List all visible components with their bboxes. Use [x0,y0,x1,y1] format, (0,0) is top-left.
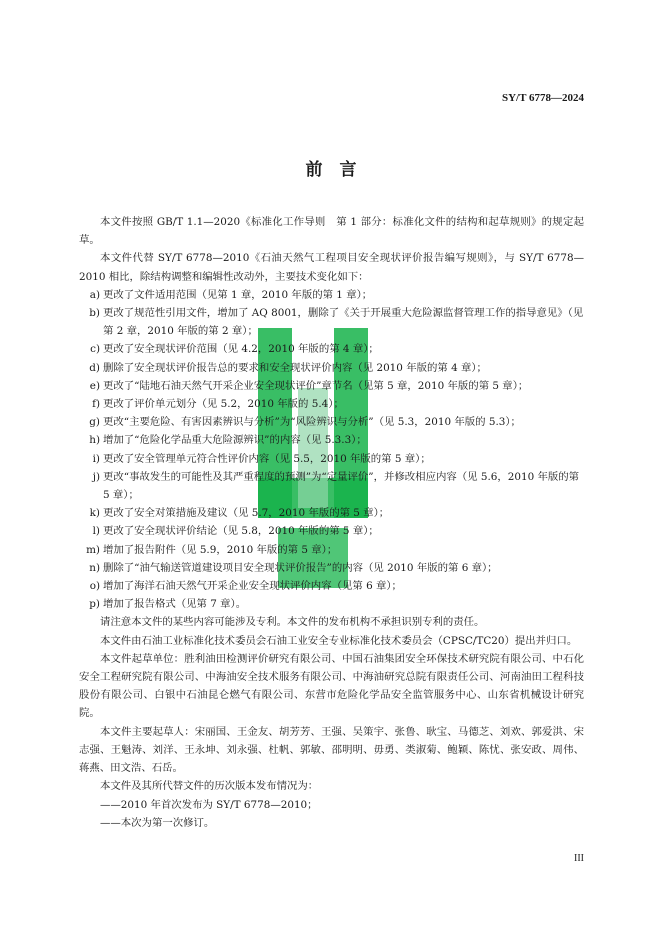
change-list [79,286,584,614]
item-label: g) [89,416,100,429]
intro-paragraph: 本文件代替 SY/T 6778—2010《石油天然气工程项目安全现状评价报告编写规则》，与 SY/T 6778—2010 相比，除结构调整和编辑性改动外，主要技术变化如下： [79,252,584,283]
item-text: 更改了安全现状评价范围（见 4.2，2010 年版的第 4 章）； [103,343,379,356]
list-item [79,431,584,449]
item-label: p) [89,598,100,611]
list-item [79,304,584,340]
list-item [79,286,584,304]
item-label: l) [92,525,100,538]
history-intro: 本文件及其所代替文件的历次版本发布情况为： [100,780,319,793]
item-text: 更改了安全现状评价结论（见 5.8，2010 年版的第 5 章）； [103,525,379,538]
item-label: a) [89,288,100,301]
standard-code: SY/T 6778—2024 [501,92,584,104]
item-text: 增加了报告附件（见 5.9，2010 年版的第 5 章）； [103,543,338,556]
document-body [79,213,584,832]
list-item [79,340,584,358]
list-item [79,450,584,468]
item-label: c) [90,343,100,356]
page-number: III [574,853,584,864]
item-text: 增加了海洋石油天然气开采企业安全现状评价内容（见第 6 章）； [103,580,402,593]
list-item [79,577,584,595]
item-text: 增加了报告格式（见第 7 章）。 [103,598,247,611]
item-text: 更改了“陆地石油天然气开采企业安全现状评价”章节名（见第 5 章，2010 年版的第 5 章）； [103,379,529,392]
item-label: k) [89,507,100,520]
list-item [79,468,584,504]
drafters-paragraph: 本文件主要起草人：宋丽国、王金友、胡芳芳、王强、吴策宇、张鲁、耿宝、马德芝、刘欢、郭爱洪、宋志强、王魁涛、刘洋、王永坤、刘永强、杜帆、郭敏、邵明明、毋勇、类淑菊、鲍颖、陈忧、张安政、周伟、蒋燕、田文浩、石岳。 [79,725,584,775]
list-item [79,541,584,559]
item-label: h) [89,434,100,447]
list-item [79,595,584,613]
list-item [79,504,584,522]
item-text: 更改了评价单元划分（见 5.2，2010 年版的 5.4）； [103,398,344,411]
item-label: m) [86,543,100,556]
item-label: b) [89,307,100,320]
drafting-units-paragraph: 本文件起草单位：胜利油田检测评价研究有限公司、中国石油集团安全环保技术研究院有限公司、中石化安全工程研究院有限公司、中海油安全技术服务有限公司、中海油研究总院有限责任公司、河南油田工程科技股份有限公司、白银中石油昆仑燃气有限公司、东营市危险化学品安全监管服务中心、山东省机械设计研究院。 [79,652,584,720]
list-item [79,522,584,540]
item-label: o) [89,580,100,593]
item-text: 增加了“危险化学品重大危险源辨识”的内容（见 5.3.3）； [103,434,367,447]
proposer-paragraph: 本文件由石油工业标准化技术委员会石油工业安全专业标准化技术委员会（CPSC/TC20）提出并归口。 [100,634,578,647]
history-item: ——2010 年首次发布为 SY/T 6778—2010； [100,798,318,811]
list-item [79,413,584,431]
patent-note: 请注意本文件的某些内容可能涉及专利。本文件的发布机构不承担识别专利的责任。 [100,616,485,629]
item-text: 更改了安全管理单元符合性评价内容（见 5.5，2010 年版的第 5 章）； [103,452,431,465]
item-label: d) [89,361,100,374]
item-label: i) [92,452,100,465]
item-label: n) [89,561,100,574]
item-text: 删除了“油气输送管道建设项目安全现状评价报告”的内容（见 2010 年版的第 6 章）； [103,561,498,574]
list-item [79,377,584,395]
item-text: 删除了安全现状评价报告总的要求和安全现状评价内容（见 2010 年版的第 4 章）； [103,361,487,374]
item-text: 更改“事故发生的可能性及其严重程度的预测”为“定量评价”，并修改相应内容（见 5.6，2010 年版的第 5 章）； [103,470,580,502]
page-title: 前 言 [305,160,357,180]
history-item: ——本次为第一次修订。 [100,816,215,829]
list-item [79,559,584,577]
item-text: 更改了规范性引用文件，增加了 AQ 8001，删除了《关于开展重大危险源监督管理工作的指导意见》（见第 2 章，2010 年版的第 2 章）； [103,307,584,338]
item-text: 更改了文件适用范围（见第 1 章，2010 年版的第 1 章）； [103,288,373,301]
item-text: 更改了安全对策措施及建议（见 5.7，2010 年版的第 5 章）； [103,507,390,520]
list-item [79,359,584,377]
intro-paragraph: 本文件按照 GB/T 1.1—2020《标准化工作导则 第 1 部分：标准化文件的结构和起草规则》的规定起草。 [79,216,584,247]
item-label: e) [89,379,100,392]
item-text: 更改“主要危险、有害因素辨识与分析”为“风险辨识与分析”（见 5.3，2010 年版的 5.3）； [103,416,521,429]
item-label: j) [92,470,100,483]
list-item [79,395,584,413]
item-label: f) [92,398,100,411]
